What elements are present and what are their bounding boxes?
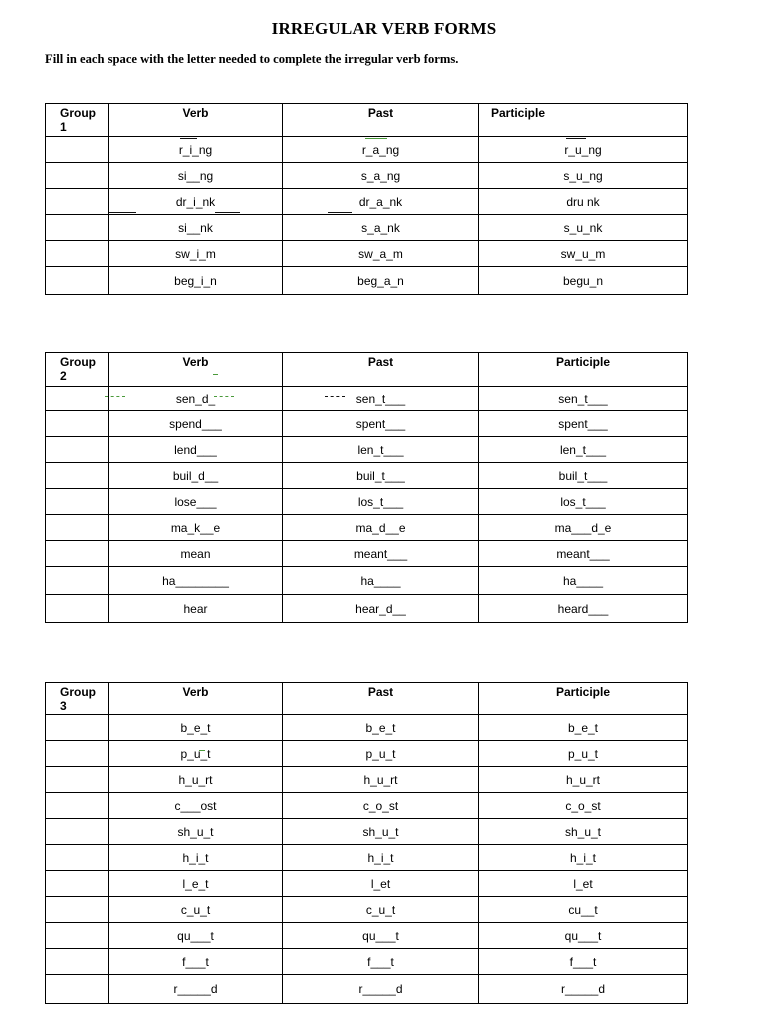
past-cell: buil_t___ xyxy=(283,463,479,489)
group-number: 3 xyxy=(60,699,67,713)
table-row xyxy=(46,741,688,767)
past-cell: r_a_ng xyxy=(283,137,479,163)
past-cell: los_t___ xyxy=(283,489,479,515)
participle-cell: ma___d_e xyxy=(479,515,688,541)
table-row xyxy=(46,567,688,595)
verb-cell: dr_i_nk xyxy=(109,189,283,215)
table-row xyxy=(46,189,688,215)
table-row xyxy=(46,137,688,163)
group-cell xyxy=(46,241,109,267)
verb-cell: buil_d__ xyxy=(109,463,283,489)
group-cell xyxy=(46,595,109,623)
group-number: 2 xyxy=(60,369,67,383)
participle-cell: qu___t xyxy=(479,923,688,949)
table-row xyxy=(46,437,688,463)
past-cell: spent___ xyxy=(283,411,479,437)
past-cell: b_e_t xyxy=(283,715,479,741)
group-cell xyxy=(46,541,109,567)
table-row xyxy=(46,715,688,741)
group-label: Group xyxy=(60,106,96,120)
table-row xyxy=(46,267,688,295)
table-row xyxy=(46,241,688,267)
page-title: IRREGULAR VERB FORMS xyxy=(271,19,497,38)
participle-cell: buil_t___ xyxy=(479,463,688,489)
table-row xyxy=(46,541,688,567)
table-row xyxy=(46,387,688,411)
verb-cell: si__ng xyxy=(109,163,283,189)
pen-mark xyxy=(105,396,125,397)
verb-cell: r_i_ng xyxy=(109,137,283,163)
table-row xyxy=(46,845,688,871)
group-cell xyxy=(46,845,109,871)
participle-cell: len_t___ xyxy=(479,437,688,463)
participle-header: Participle xyxy=(479,104,688,137)
table-row xyxy=(46,949,688,975)
pen-mark xyxy=(328,212,352,213)
verb-table-group-1 xyxy=(45,103,688,295)
pen-mark xyxy=(566,138,586,139)
past-cell: len_t___ xyxy=(283,437,479,463)
group-cell xyxy=(46,897,109,923)
past-cell: sen_t___ xyxy=(283,387,479,411)
group-header-cell xyxy=(46,683,109,715)
pen-mark xyxy=(215,212,240,213)
verb-cell: c___ost xyxy=(109,793,283,819)
group-header-cell xyxy=(46,104,109,137)
verb-cell: ma_k__e xyxy=(109,515,283,541)
verb-cell: lend___ xyxy=(109,437,283,463)
participle-cell: sw_u_m xyxy=(479,241,688,267)
verb-cell: r_____d xyxy=(109,975,283,1004)
participle-cell: sh_u_t xyxy=(479,819,688,845)
pen-mark xyxy=(214,396,234,397)
past-cell: c_o_st xyxy=(283,793,479,819)
past-cell: f___t xyxy=(283,949,479,975)
table-row xyxy=(46,489,688,515)
past-cell: sh_u_t xyxy=(283,819,479,845)
pen-mark xyxy=(109,212,136,213)
table-row xyxy=(46,767,688,793)
past-cell: qu___t xyxy=(283,923,479,949)
table-row xyxy=(46,411,688,437)
group-cell xyxy=(46,741,109,767)
participle-cell: sen_t___ xyxy=(479,387,688,411)
verb-cell: sh_u_t xyxy=(109,819,283,845)
pen-mark xyxy=(213,374,218,375)
table-row xyxy=(46,897,688,923)
table-row xyxy=(46,463,688,489)
verb-table-group-2 xyxy=(45,352,688,623)
past-header: Past xyxy=(283,104,479,137)
verb-header: Verb xyxy=(109,353,283,387)
participle-cell: begu_n xyxy=(479,267,688,295)
pen-mark xyxy=(365,138,387,139)
group-cell xyxy=(46,215,109,241)
group-cell xyxy=(46,387,109,411)
table-row xyxy=(46,975,688,1004)
verb-cell: h_i_t xyxy=(109,845,283,871)
table-row xyxy=(46,923,688,949)
table-row xyxy=(46,595,688,623)
verb-cell: sen_d_ xyxy=(109,387,283,411)
group-cell xyxy=(46,463,109,489)
past-cell: h_i_t xyxy=(283,845,479,871)
participle-cell: s_u_nk xyxy=(479,215,688,241)
group-cell xyxy=(46,767,109,793)
past-cell: dr_a_nk xyxy=(283,189,479,215)
participle-cell: s_u_ng xyxy=(479,163,688,189)
past-cell: beg_a_n xyxy=(283,267,479,295)
table-header-row xyxy=(46,353,688,387)
participle-cell: r_u_ng xyxy=(479,137,688,163)
pen-mark xyxy=(199,750,205,751)
participle-cell: f___t xyxy=(479,949,688,975)
table-row xyxy=(46,871,688,897)
group-cell xyxy=(46,489,109,515)
verb-cell: spend___ xyxy=(109,411,283,437)
group-cell xyxy=(46,163,109,189)
verb-cell: hear xyxy=(109,595,283,623)
group-cell xyxy=(46,819,109,845)
participle-cell: ha____ xyxy=(479,567,688,595)
table-row xyxy=(46,819,688,845)
verb-header: Verb xyxy=(109,104,283,137)
past-header: Past xyxy=(283,683,479,715)
past-cell: ha____ xyxy=(283,567,479,595)
verb-header: Verb xyxy=(109,683,283,715)
table-row xyxy=(46,163,688,189)
group-cell xyxy=(46,949,109,975)
group-cell xyxy=(46,793,109,819)
table-header-row xyxy=(46,104,688,137)
past-cell: h_u_rt xyxy=(283,767,479,793)
participle-cell: cu__t xyxy=(479,897,688,923)
verb-cell: h_u_rt xyxy=(109,767,283,793)
group-header-cell xyxy=(46,353,109,387)
verb-cell: lose___ xyxy=(109,489,283,515)
group-cell xyxy=(46,871,109,897)
participle-header: Participle xyxy=(479,683,688,715)
past-cell: ma_d__e xyxy=(283,515,479,541)
group-cell xyxy=(46,715,109,741)
group-cell xyxy=(46,515,109,541)
group-label: Group xyxy=(60,355,96,369)
verb-cell: beg_i_n xyxy=(109,267,283,295)
group-cell xyxy=(46,923,109,949)
participle-cell: c_o_st xyxy=(479,793,688,819)
verb-cell: p_u_t xyxy=(109,741,283,767)
group-cell xyxy=(46,975,109,1004)
table-row xyxy=(46,215,688,241)
past-header: Past xyxy=(283,353,479,387)
past-cell: c_u_t xyxy=(283,897,479,923)
participle-cell: r_____d xyxy=(479,975,688,1004)
pen-mark xyxy=(180,138,197,139)
participle-cell: h_u_rt xyxy=(479,767,688,793)
verb-cell: sw_i_m xyxy=(109,241,283,267)
table-header-row xyxy=(46,683,688,715)
participle-cell: meant___ xyxy=(479,541,688,567)
past-cell: p_u_t xyxy=(283,741,479,767)
verb-cell: b_e_t xyxy=(109,715,283,741)
group-label: Group xyxy=(60,685,96,699)
group-number: 1 xyxy=(60,120,67,134)
verb-cell: c_u_t xyxy=(109,897,283,923)
group-cell xyxy=(46,137,109,163)
table-row xyxy=(46,515,688,541)
pen-mark xyxy=(325,396,345,397)
participle-cell: b_e_t xyxy=(479,715,688,741)
group-cell xyxy=(46,437,109,463)
past-cell: s_a_ng xyxy=(283,163,479,189)
group-cell xyxy=(46,267,109,295)
verb-cell: l_e_t xyxy=(109,871,283,897)
past-cell: l_et xyxy=(283,871,479,897)
past-cell: meant___ xyxy=(283,541,479,567)
participle-cell: dru nk xyxy=(479,189,688,215)
verb-table-group-3 xyxy=(45,682,688,1004)
participle-header: Participle xyxy=(479,353,688,387)
participle-cell: p_u_t xyxy=(479,741,688,767)
table-row xyxy=(46,793,688,819)
participle-cell: h_i_t xyxy=(479,845,688,871)
past-cell: r_____d xyxy=(283,975,479,1004)
verb-cell: ha________ xyxy=(109,567,283,595)
instructions-text: Fill in each space with the letter needed to complete the irregular verb forms. xyxy=(45,52,459,66)
group-cell xyxy=(46,411,109,437)
past-cell: sw_a_m xyxy=(283,241,479,267)
participle-cell: los_t___ xyxy=(479,489,688,515)
verb-cell: f___t xyxy=(109,949,283,975)
participle-cell: spent___ xyxy=(479,411,688,437)
past-cell: s_a_nk xyxy=(283,215,479,241)
group-cell xyxy=(46,189,109,215)
participle-cell: l_et xyxy=(479,871,688,897)
participle-cell: heard___ xyxy=(479,595,688,623)
verb-cell: si__nk xyxy=(109,215,283,241)
verb-cell: mean xyxy=(109,541,283,567)
verb-cell: qu___t xyxy=(109,923,283,949)
group-cell xyxy=(46,567,109,595)
past-cell: hear_d__ xyxy=(283,595,479,623)
